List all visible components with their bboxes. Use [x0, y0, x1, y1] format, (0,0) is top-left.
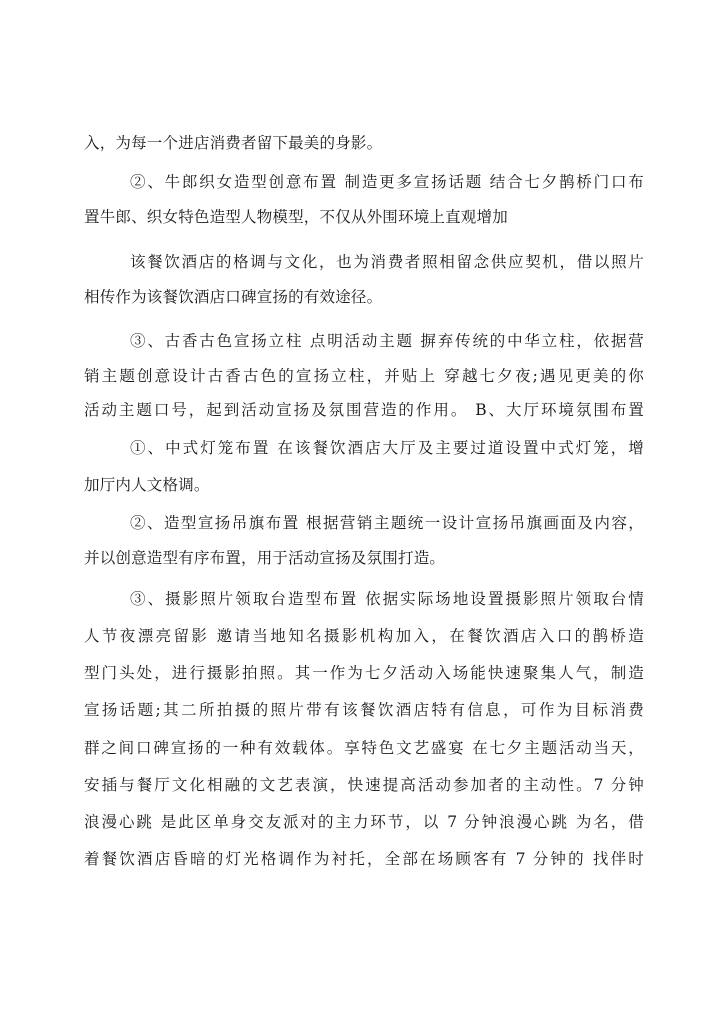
paragraph-line: 群之间口碑宣扬的一种有效载体。享特色文艺盛宴 在七夕主题活动当天，: [84, 739, 644, 757]
paragraph-line: 加厅内人文格调。: [84, 476, 210, 494]
paragraph-line: 宣扬话题;其二所拍摄的照片带有该餐饮酒店特有信息，可作为目标消费: [84, 701, 644, 719]
paragraph-line: 销主题创意设计古香古色的宣扬立柱，并贴上 穿越七夕夜;遇见更美的你: [84, 367, 644, 385]
paragraph-line: 并以创意造型有序布置，用于活动宣扬及氛围打造。: [84, 549, 446, 567]
paragraph-line: 型门头处，进行摄影拍照。其一作为七夕活动入场能快速聚集人气，制造: [84, 664, 644, 682]
paragraph-line: 入，为每一个进店消费者留下最美的身影。: [84, 134, 383, 152]
paragraph-line: ③、摄影照片领取台造型布置 依据实际场地设置摄影照片领取台情: [130, 590, 644, 608]
paragraph-line: 着餐饮酒店昏暗的灯光格调作为衬托，全部在场顾客有 7 分钟的 找伴时: [84, 850, 644, 868]
paragraph-line: ③、古香古色宣扬立柱 点明活动主题 摒弃传统的中华立柱，依据营: [130, 332, 644, 350]
paragraph-line: ①、中式灯笼布置 在该餐饮酒店大厅及主要过道设置中式灯笼，增: [130, 439, 644, 457]
paragraph-line: 人节夜漂亮留影 邀请当地知名摄影机构加入，在餐饮酒店入口的鹊桥造: [84, 627, 644, 645]
paragraph-line: 置牛郎、织女特色造型人物模型，不仅从外围环境上直观增加: [84, 208, 508, 226]
paragraph-line: 相传作为该餐饮酒店口碑宣扬的有效途径。: [84, 288, 383, 306]
paragraph-line: ②、牛郎织女造型创意布置 制造更多宣扬话题 结合七夕鹊桥门口布: [130, 173, 644, 191]
paragraph-line: 安插与餐厅文化相融的文艺表演，快速提高活动参加者的主动性。7 分钟: [84, 776, 644, 794]
paragraph-line: 活动主题口号，起到活动宣扬及氛围营造的作用。 B、大厅环境氛围布置: [84, 401, 644, 419]
paragraph-line: 该餐饮酒店的格调与文化，也为消费者照相留念供应契机，借以照片: [130, 253, 644, 271]
paragraph-line: ②、造型宣扬吊旗布置 根据营销主题统一设计宣扬吊旗画面及内容，: [130, 514, 644, 532]
paragraph-line: 浪漫心跳 是此区单身交友派对的主力环节，以 7 分钟浪漫心跳 为名，借: [84, 813, 644, 831]
